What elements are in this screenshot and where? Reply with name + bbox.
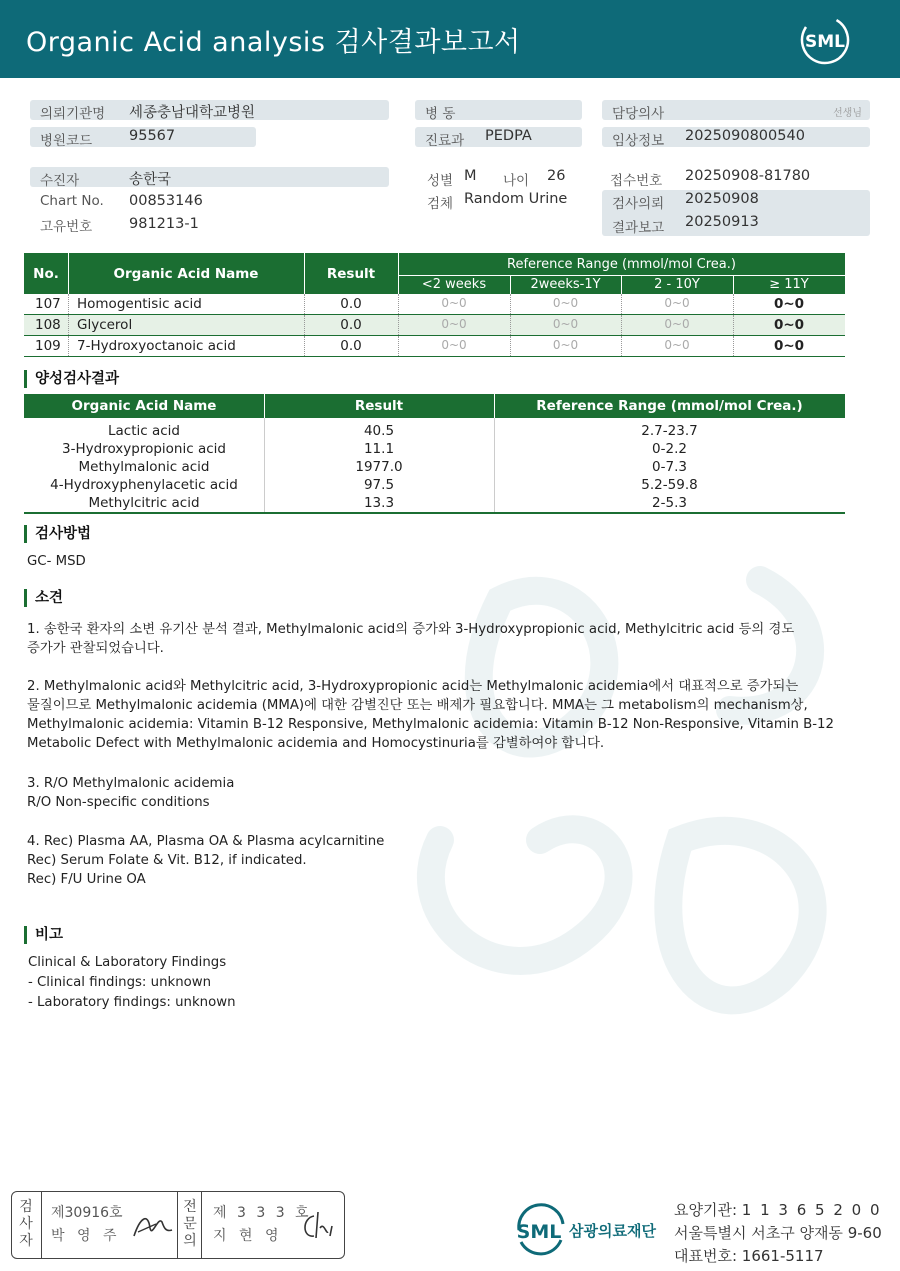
- age-label: 나이: [503, 173, 530, 189]
- institution-value: 세종충남대학교병원: [129, 105, 256, 121]
- list-item: 0-7.3: [652, 459, 687, 475]
- row-ref-4: 0~0: [773, 338, 805, 354]
- clinical-info-label: 임상정보: [612, 133, 665, 149]
- department-row: [415, 127, 582, 147]
- receipt-label: 접수번호: [610, 173, 663, 189]
- list-item: 2-5.3: [652, 495, 687, 511]
- ref-col-4-header: ≥ 11Y: [769, 277, 809, 292]
- request-value: 20250908: [685, 191, 759, 207]
- row-name: Glycerol: [77, 317, 133, 333]
- department-label: 진료과: [425, 133, 465, 149]
- institution-label: 의뢰기관명: [40, 106, 106, 122]
- ward-label: 병 동: [425, 106, 456, 122]
- sex-value: M: [464, 168, 477, 184]
- positive-results: [264, 422, 494, 512]
- row-ref-2: 0~0: [552, 296, 579, 310]
- chart-label: Chart No.: [40, 193, 104, 209]
- specialist-label-char: 전: [183, 1199, 197, 1215]
- method-section-title: 검사방법: [24, 525, 91, 543]
- specimen-row: [417, 190, 597, 210]
- finding-line: R/O Non-specific conditions: [27, 795, 210, 810]
- examiner-label-char: 자: [19, 1233, 33, 1249]
- row-ref-2: 0~0: [552, 317, 579, 331]
- ref-col-2-header: 2weeks-1Y: [530, 277, 601, 292]
- finding-line: 1. 송한국 환자의 소변 유기산 분석 결과, Methylmalonic acid의 증가와 3-Hydroxypropionic acid, Methylcitric acid 등의 경도: [27, 622, 795, 637]
- list-item: 5.2-59.8: [641, 477, 698, 493]
- doctor-row: [602, 100, 870, 120]
- row-no: 107: [35, 296, 61, 312]
- doctor-label: 담당의사: [612, 106, 665, 122]
- list-item: Lactic acid: [108, 423, 180, 439]
- svg-text:SML: SML: [805, 32, 845, 52]
- row-name: Homogentisic acid: [77, 296, 202, 312]
- patient-label: 수진자: [40, 173, 80, 189]
- positive-col-result: Result: [354, 398, 404, 414]
- specialist-name: 지 현 영: [213, 1228, 283, 1244]
- institution-row: [30, 100, 389, 120]
- positive-table-body: [24, 418, 845, 514]
- report-label: 결과보고: [612, 220, 665, 236]
- doctor-suffix: 선생님: [833, 108, 862, 119]
- positive-col-name: Organic Acid Name: [71, 398, 217, 414]
- list-item: 11.1: [363, 441, 395, 457]
- department-value: PEDPA: [485, 128, 532, 144]
- examiner-label-cell: [12, 1192, 42, 1258]
- specialist-number: 제 3 3 3 호: [213, 1205, 312, 1221]
- clinical-info-row: [602, 127, 870, 147]
- row-result: 0.0: [340, 338, 362, 354]
- finding-line: 물질이므로 Methylmalonic acidemia (MMA)에 대한 감별진단 또는 배제가 필요합니다. MMA는 그 metabolism의 mechanism상,: [27, 698, 808, 713]
- table-row: [24, 336, 845, 357]
- finding-4: [27, 832, 384, 889]
- finding-line: Rec) Serum Folate & Vit. B12, if indicated.: [27, 853, 307, 868]
- row-result: 0.0: [340, 317, 362, 333]
- footer-phone-label: 대표번호:: [674, 1247, 738, 1265]
- findings-section-title: 소견: [24, 589, 63, 607]
- footer-phone-value: 1661-5117: [741, 1247, 824, 1265]
- specimen-value: Random Urine: [464, 191, 568, 207]
- examiner-cell: [42, 1192, 178, 1258]
- results-table-header: [24, 253, 845, 294]
- remark-line: - Laboratory findings: unknown: [28, 995, 236, 1010]
- finding-line: 4. Rec) Plasma AA, Plasma OA & Plasma acylcarnitine: [27, 834, 385, 849]
- ward-row: [415, 100, 582, 120]
- list-item: 4-Hydroxyphenylacetic acid: [50, 477, 238, 493]
- patient-value: 송한국: [129, 172, 172, 188]
- list-item: 1977.0: [355, 459, 403, 475]
- request-label: 검사의뢰: [612, 196, 665, 212]
- uid-row: [30, 213, 330, 233]
- method-text: GC- MSD: [27, 554, 86, 569]
- list-item: 0-2.2: [652, 441, 687, 457]
- chart-row: [30, 191, 330, 211]
- specialist-label-char: 의: [183, 1233, 197, 1249]
- col-result-header: Result: [326, 265, 376, 282]
- receipt-row: [600, 167, 870, 187]
- finding-line: Rec) F/U Urine OA: [27, 872, 146, 887]
- positive-section-title: 양성검사결과: [24, 370, 119, 388]
- row-ref-3: 0~0: [664, 296, 690, 310]
- specialist-label-char: 문: [183, 1216, 197, 1232]
- ref-col-3-header: 2 - 10Y: [654, 277, 700, 292]
- table-row: [24, 294, 845, 315]
- list-item: 13.3: [363, 495, 395, 511]
- footer-sml-logo-icon: [511, 1200, 571, 1260]
- footer-org-name: 삼광의료재단: [569, 1222, 656, 1240]
- positive-col-ref: Reference Range (mmol/mol Crea.): [536, 398, 803, 414]
- hospital-code-row: [30, 127, 256, 147]
- row-ref-1: 0~0: [441, 338, 467, 352]
- svg-text:SML: SML: [516, 1221, 562, 1243]
- remarks-section-title: 비고: [24, 926, 63, 944]
- finding-line: 3. R/O Methylmalonic acidemia: [27, 776, 235, 791]
- row-ref-4: 0~0: [773, 296, 805, 312]
- footer-code-label: 요양기관:: [674, 1201, 738, 1219]
- finding-2: [27, 677, 834, 753]
- receipt-value: 20250908-81780: [685, 168, 811, 184]
- row-ref-1: 0~0: [441, 317, 467, 331]
- specialist-label-cell: [178, 1192, 202, 1258]
- report-title: Organic Acid analysis 검사결과보고서: [26, 27, 521, 58]
- list-item: 97.5: [363, 477, 395, 493]
- examiner-label-char: 검: [19, 1199, 33, 1215]
- finding-line: 2. Methylmalonic acid와 Methylcitric acid, 3-Hydroxypropionic acid는 Methylmalonic acidemia에서 대표적으로 증가되는: [27, 679, 799, 694]
- examiner-number: 제30916호: [51, 1205, 123, 1221]
- footer-code: [674, 1199, 882, 1220]
- row-ref-3: 0~0: [664, 338, 690, 352]
- hospital-code-value: 95567: [129, 128, 176, 144]
- uid-value: 981213-1: [129, 216, 199, 232]
- remarks-text: [28, 953, 236, 1013]
- list-item: Methylcitric acid: [88, 495, 200, 511]
- list-item: 40.5: [363, 423, 395, 439]
- finding-line: Methylmalonic acidemia: Vitamin B-12 Responsive, Methylmalonic acidemia: Vitamin B-12 Non-Responsive, Vitamin B-12: [27, 717, 834, 732]
- footer-phone: [674, 1245, 824, 1266]
- report-header: [0, 0, 900, 78]
- remark-line: Clinical & Laboratory Findings: [28, 955, 227, 970]
- list-item: 3-Hydroxypropionic acid: [62, 441, 226, 457]
- col-ref-header: Reference Range (mmol/mol Crea.): [507, 256, 736, 272]
- list-item: Methylmalonic acid: [78, 459, 210, 475]
- finding-line: 증가가 관찰되었습니다.: [27, 641, 164, 656]
- finding-3: [27, 774, 234, 812]
- positive-names: [24, 422, 264, 512]
- col-name-header: Organic Acid Name: [113, 265, 259, 282]
- report-value: 20250913: [685, 214, 759, 230]
- sex-label: 성별: [427, 173, 454, 189]
- positive-refs: [494, 422, 845, 512]
- signature-box: [11, 1191, 345, 1259]
- examiner-signature-icon: [130, 1208, 174, 1244]
- hospital-code-label: 병원코드: [40, 133, 93, 149]
- col-no-header: No.: [33, 265, 59, 282]
- examiner-name: 박 영 주: [51, 1228, 121, 1244]
- sml-logo-icon: [799, 14, 851, 66]
- clinical-info-value: 2025090800540: [685, 128, 805, 144]
- row-ref-4: 0~0: [773, 317, 805, 333]
- specimen-label: 검체: [427, 196, 454, 212]
- ref-col-1-header: <2 weeks: [421, 277, 487, 292]
- row-ref-3: 0~0: [664, 317, 690, 331]
- uid-label: 고유번호: [40, 219, 93, 235]
- row-ref-1: 0~0: [441, 296, 467, 310]
- request-report-block: [602, 190, 870, 236]
- sex-age-row: [417, 167, 597, 187]
- finding-line: Metabolic Defect with Methylmalonic acidemia and Homocystinuria를 감별하여야 합니다.: [27, 736, 605, 751]
- results-table: [24, 253, 845, 357]
- age-value: 26: [547, 168, 566, 184]
- row-ref-2: 0~0: [552, 338, 579, 352]
- row-no: 108: [35, 317, 61, 333]
- footer-address: 서울특별시 서초구 양재동 9-60: [674, 1224, 882, 1242]
- list-item: 2.7-23.7: [641, 423, 698, 439]
- chart-value: 00853146: [129, 193, 203, 209]
- row-name: 7-Hydroxyoctanoic acid: [77, 338, 236, 354]
- examiner-label-char: 사: [19, 1216, 33, 1232]
- patient-row: [30, 167, 389, 187]
- finding-1: [27, 620, 794, 658]
- footer-code-value: 1 1 3 6 5 2 0 0: [741, 1201, 882, 1219]
- specialist-signature-icon: [298, 1208, 340, 1244]
- row-no: 109: [35, 338, 61, 354]
- table-row: [24, 315, 845, 336]
- specialist-cell: [202, 1192, 344, 1258]
- row-result: 0.0: [340, 296, 362, 312]
- watermark-logo-icon: [380, 540, 880, 1060]
- positive-table-header: [24, 394, 845, 418]
- remark-line: - Clinical findings: unknown: [28, 975, 212, 990]
- positive-results-table: [24, 394, 845, 514]
